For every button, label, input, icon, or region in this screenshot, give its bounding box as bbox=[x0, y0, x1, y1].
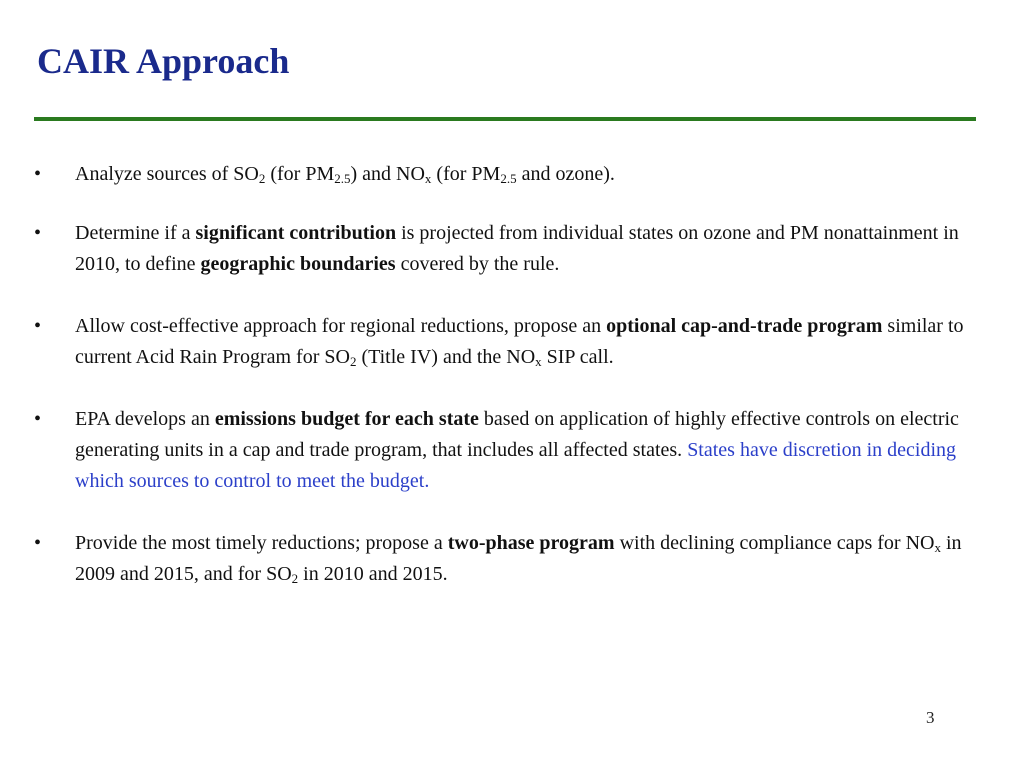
page-number: 3 bbox=[926, 708, 935, 727]
bullet-dot-icon: • bbox=[34, 408, 42, 430]
bullet-text: Allow cost-effective approach for regional reductions, propose an optional cap-and-trade program similar to current Acid Rain Program for $SO_2$ (Title IV) and the $NO_x$ SIP call. bbox=[75, 315, 964, 369]
highlighted-text: States have discretion in deciding which sources to control to meet the budget. bbox=[75, 439, 957, 492]
bullet-item-significant-contribution bbox=[34, 218, 996, 280]
bullet-text: Provide the most timely reductions; propose a two-phase program with declining compliance caps for $NO_x$ in 2009 and 2015, and for $SO_2$ in 2010 and 2015. bbox=[75, 532, 962, 586]
bullet-item-emissions-budget bbox=[34, 404, 996, 497]
bullet-dot-icon: • bbox=[34, 315, 42, 337]
title-divider bbox=[34, 117, 976, 121]
bullet-dot-icon: • bbox=[34, 532, 42, 554]
bullet-text: EPA develops an emissions budget for each state based on application of highly effective controls on electric generating units in a cap and trade program, that includes all affected states. States have discretion in deciding which sources to control to meet the budget. bbox=[75, 408, 959, 492]
bullet-dot-icon: • bbox=[34, 222, 42, 244]
bullet-item-cap-and-trade bbox=[34, 311, 996, 373]
bullet-text: Analyze sources of $SO_2$ (for $PM_{2.5}$) and $NO_x$ (for $PM_{2.5}$ and ozone). bbox=[75, 163, 615, 186]
bullet-dot-icon: • bbox=[34, 163, 42, 185]
bullet-list bbox=[34, 159, 996, 590]
bullet-text: Determine if a significant contribution is projected from individual states on ozone and PM nonattainment in 2010, to define geographic boundaries covered by the rule. bbox=[75, 222, 959, 275]
slide-title: CAIR Approach bbox=[37, 41, 290, 81]
bullet-item-two-phase-program bbox=[34, 528, 996, 590]
bullet-item-analyze-sources bbox=[34, 159, 996, 190]
